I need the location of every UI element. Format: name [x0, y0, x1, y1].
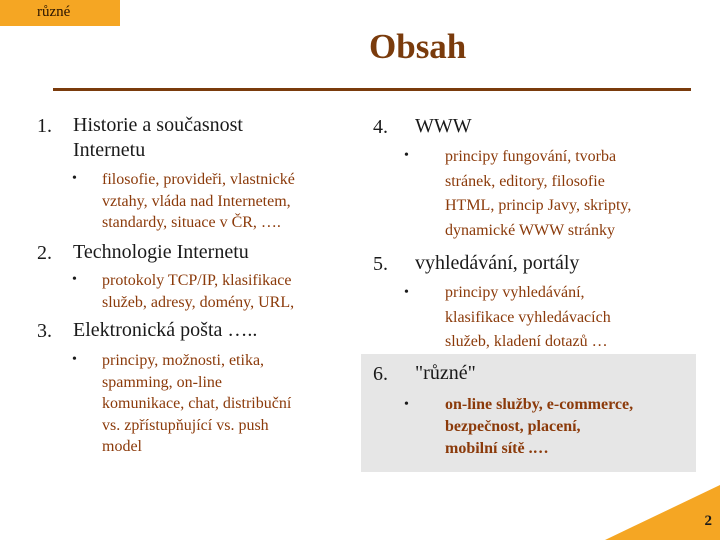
subtext-line: služeb, kladení dotazů …	[445, 333, 608, 350]
bullet-icon: •	[404, 285, 409, 300]
bullet-icon: •	[404, 397, 409, 412]
header-tag	[0, 0, 120, 26]
bullet-icon: •	[72, 171, 77, 186]
page-title-text: Obsah	[369, 27, 467, 66]
toc-num: 1.	[37, 115, 52, 137]
subtext-line: bezpečnost, placení,	[445, 418, 581, 435]
subtext-line: principy vyhledávání,	[445, 284, 585, 301]
toc-subtext	[445, 394, 633, 460]
subtext-line: komunikace, chat, distribuční	[102, 395, 292, 412]
header-tag-label: různé	[37, 4, 71, 20]
subtext-line: on-line služby, e-commerce,	[445, 396, 634, 413]
subtext-line: dynamické WWW stránky	[445, 221, 616, 239]
toc-subtext	[102, 169, 295, 234]
toc-num: 5.	[373, 253, 388, 275]
subtext-line: standardy, situace v ČR, ….	[102, 214, 281, 231]
subtext-line: model	[102, 438, 142, 455]
bullet-icon: •	[404, 148, 409, 163]
subtext-line: stránek, editory, filosofie	[445, 172, 605, 190]
toc-title-line: Internetu	[73, 139, 146, 161]
toc-subtext	[102, 270, 294, 313]
subtext-line: protokoly TCP/IP, klasifikace	[102, 272, 292, 289]
toc-title: "různé"	[415, 362, 476, 384]
toc-subtext	[445, 281, 611, 355]
toc-subtext	[102, 350, 291, 458]
toc-title: WWW	[415, 115, 472, 137]
toc-title: Elektronická pošta …..	[73, 319, 258, 341]
subtext-line: klasifikace vyhledávacích	[445, 308, 611, 326]
toc-num: 2.	[37, 242, 52, 264]
toc-title	[73, 113, 243, 163]
toc-title: vyhledávání, portály	[415, 252, 580, 274]
page-number: 2	[704, 513, 712, 529]
toc-subtext	[445, 145, 631, 243]
subtext-line: principy fungování, tvorba	[445, 148, 617, 165]
toc-num: 6.	[373, 363, 388, 385]
toc-num: 3.	[37, 320, 52, 342]
subtext-line: filosofie, provideři, vlastnické	[102, 171, 295, 188]
bullet-icon: •	[72, 272, 77, 287]
toc-title-line: Historie a současnost	[73, 114, 243, 136]
subtext-line: HTML, princip Javy, skripty,	[445, 197, 632, 214]
subtext-line: vztahy, vláda nad Internetem,	[102, 192, 291, 210]
corner-triangle	[605, 485, 720, 540]
subtext-line: spamming, on-line	[102, 373, 222, 391]
subtext-line: principy, možnosti, etika,	[102, 352, 265, 369]
bullet-icon: •	[72, 352, 77, 367]
toc-title: Technologie Internetu	[73, 241, 249, 263]
subtext-line: mobilní sítě .…	[445, 440, 549, 457]
subtext-line: vs. zpřístupňující vs. push	[102, 416, 269, 434]
title-divider	[53, 88, 691, 91]
toc-num: 4.	[373, 116, 388, 138]
subtext-line: služeb, adresy, domény, URL,	[102, 293, 295, 311]
